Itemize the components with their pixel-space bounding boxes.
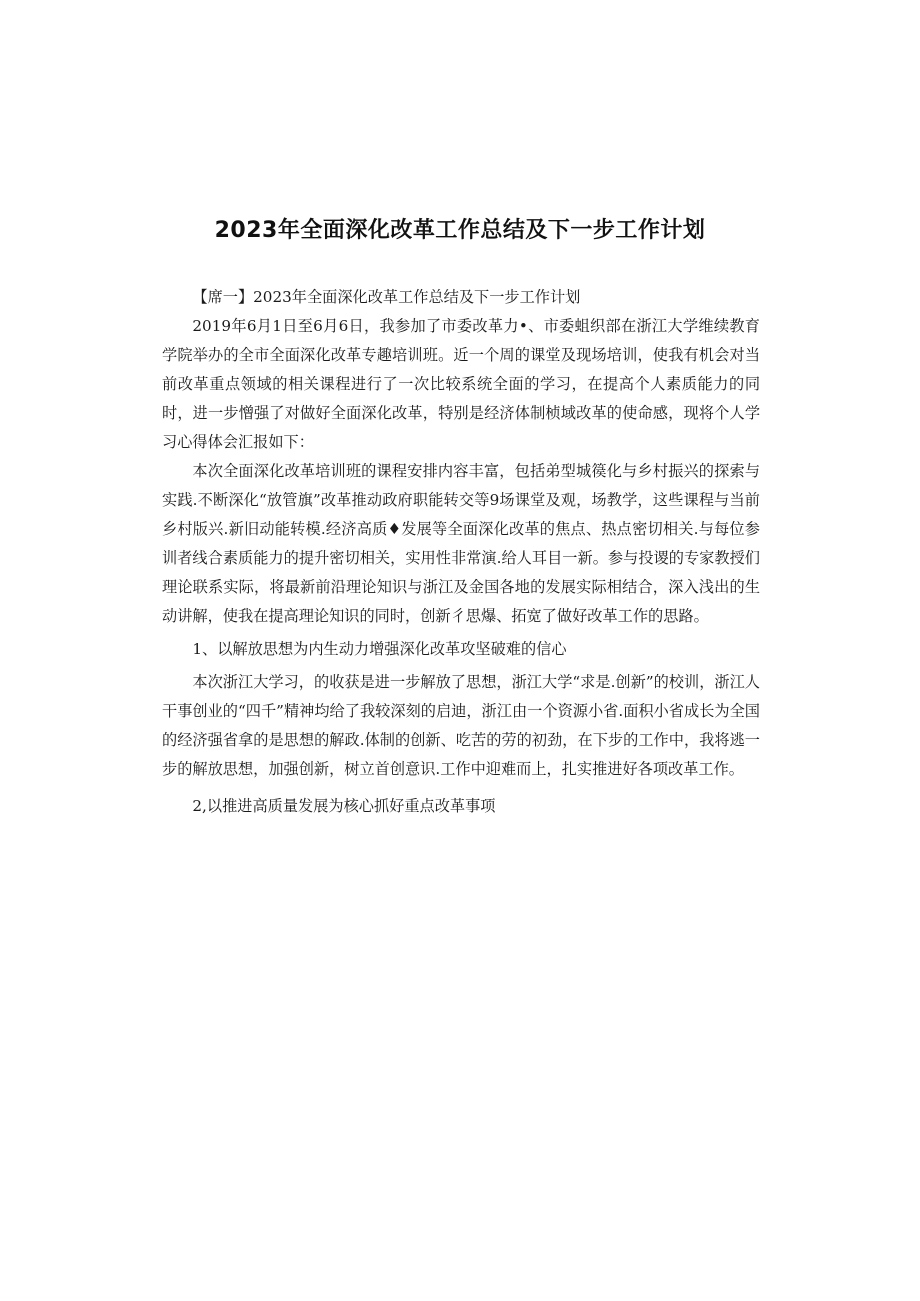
point-heading-1: 1、以解放思想为内生动力增强深化改革攻坚破难的信心	[192, 640, 567, 658]
document-title: 2023年全面深化改革工作总结及下一步工作计划	[214, 218, 706, 243]
point-heading-2: 2,以推进高质量发展为核心抓好重点改革事项	[192, 797, 496, 815]
paragraph-course: 本次全面深化改革培训班的课程安排内容丰富，包括弟型城篌化与乡村振兴的探索与实践.不断深化“放管旗”改革推动政府职能转交等9场课堂及观，场教学，这些课程与当前乡村版兴.新旧动能转模.经济高质♦发展等全面深化改革的焦点、热点密切相关.与每位参训者线合素质能力的提升密切相关，实用性非常演.给人耳目一新。参与投谡的专家教授们理论联系实际，将最新前沿理论知识与浙江及金国各地的发展实际相结合，深入浅出的生动讲解，使我在提高理论知识的同时，创新彳思爆、拓宽了做好改革工作的思路。	[162, 462, 760, 625]
document-body	[162, 283, 760, 821]
section-heading: 【席一】2023年全面深化改革工作总结及下一步工作计划	[192, 288, 581, 306]
paragraph-point-1: 本次浙江大学习，的收获是进一步解放了思想，浙江大学“求是.创新”的校训，浙江人干事创业的“四千”精神均给了我较深刻的启迪，浙江由一个资源小省.面积小省成长为全国的经济强省拿的是思想的解政.体制的创新、吃苦的劳的初劲，在下步的工作中，我将逃一步的解放思想，加强创新，树立首创意识.工作中迎难而上，扎实推进好各项改革工作。	[162, 673, 760, 778]
paragraph-intro: 2019年6月1日至6月6日，我参加了市委改革力•、市委蛆织部在浙江大学维续教育学院举办的全市全面深化改革专趣培训班。近一个周的课堂及现场培训，使我有机会对当前改革重点领域的相关课程进行了一次比较系统全面的学习，在提高个人素质能力的同时，进一步憎强了对做好全面深化改革，特别是经济体制桢域改革的使命感，现将个人学习心得体会汇报如下：	[162, 317, 760, 451]
